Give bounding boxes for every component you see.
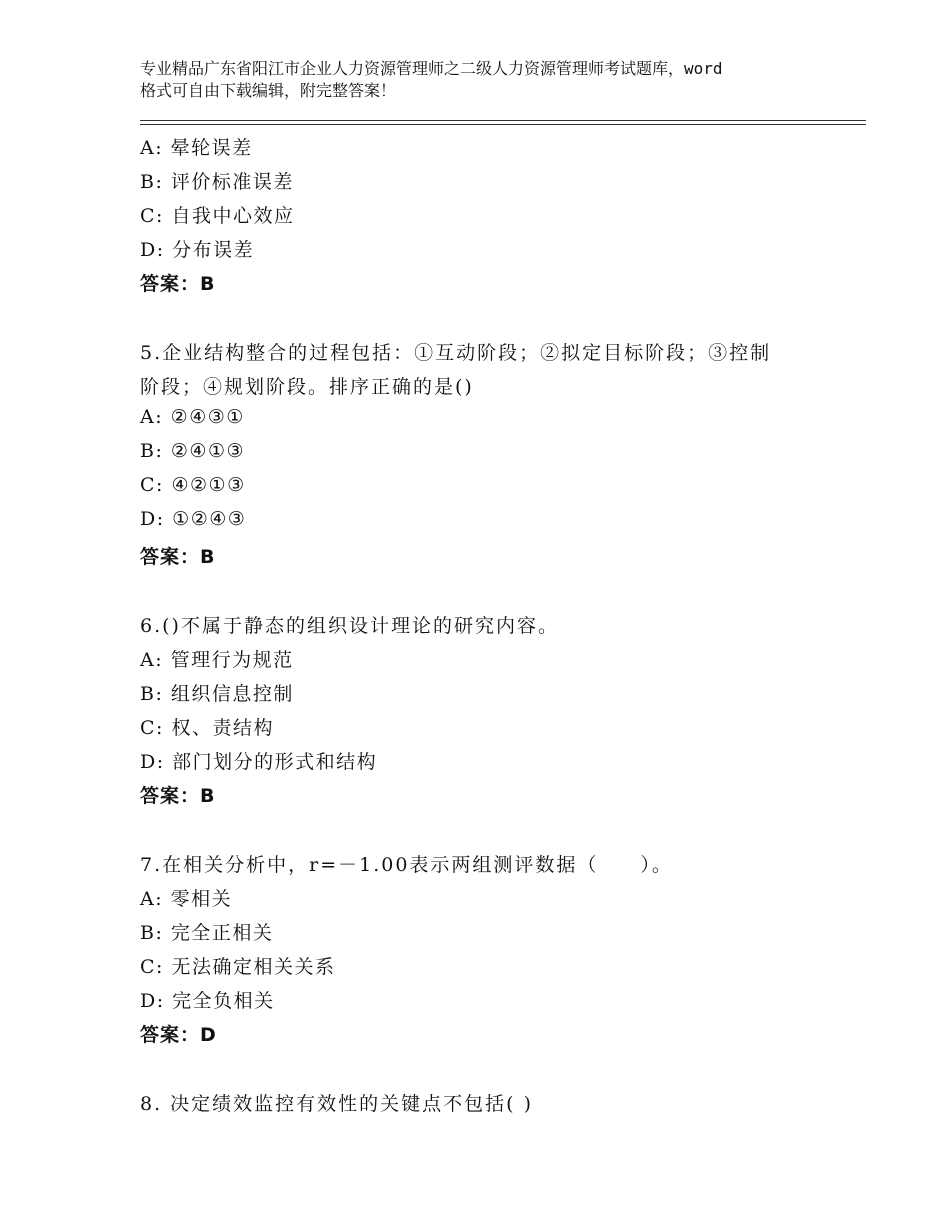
answer-label: 答案：B bbox=[140, 273, 216, 295]
question-stem: 6.()不属于静态的组织设计理论的研究内容。 bbox=[140, 615, 559, 637]
answer-label: 答案：D bbox=[140, 1024, 217, 1046]
option-a: A: 晕轮误差 bbox=[140, 137, 253, 159]
option-d: D: 完全负相关 bbox=[140, 990, 275, 1012]
option-d: D: ①②④③ bbox=[140, 508, 247, 530]
option-b: B: 评价标准误差 bbox=[140, 171, 294, 193]
option-a: A: 零相关 bbox=[140, 888, 233, 910]
header-title-line-1: 专业精品广东省阳江市企业人力资源管理师之二级人力资源管理师考试题库，word bbox=[140, 59, 723, 78]
option-b: B: ②④①③ bbox=[140, 440, 246, 462]
option-b: B: 组织信息控制 bbox=[140, 683, 294, 705]
question-stem-continued: 阶段；④规划阶段。排序正确的是() bbox=[140, 376, 474, 398]
option-d: D: 分布误差 bbox=[140, 239, 255, 261]
option-a: A: 管理行为规范 bbox=[140, 649, 294, 671]
document-header bbox=[140, 58, 830, 102]
header-divider-top bbox=[140, 120, 866, 121]
header-title-line-2: 格式可自由下载编辑，附完整答案！ bbox=[140, 81, 397, 100]
header-divider-bottom bbox=[140, 124, 866, 125]
option-d: D: 部门划分的形式和结构 bbox=[140, 751, 378, 773]
option-b: B: 完全正相关 bbox=[140, 922, 274, 944]
option-c: C: ④②①③ bbox=[140, 474, 246, 496]
question-stem: 7.在相关分析中，r=－1.00表示两组测评数据（ ）。 bbox=[140, 854, 673, 876]
question-stem: 5.企业结构整合的过程包括：①互动阶段；②拟定目标阶段；③控制 bbox=[140, 342, 772, 364]
option-c: C: 自我中心效应 bbox=[140, 205, 295, 227]
option-c: C: 无法确定相关关系 bbox=[140, 956, 336, 978]
answer-label: 答案：B bbox=[140, 546, 216, 568]
option-a: A: ②④③① bbox=[140, 406, 245, 428]
question-stem: 8. 决定绩效监控有效性的关键点不包括( ) bbox=[140, 1093, 534, 1115]
answer-label: 答案：B bbox=[140, 785, 216, 807]
option-c: C: 权、责结构 bbox=[140, 717, 274, 739]
